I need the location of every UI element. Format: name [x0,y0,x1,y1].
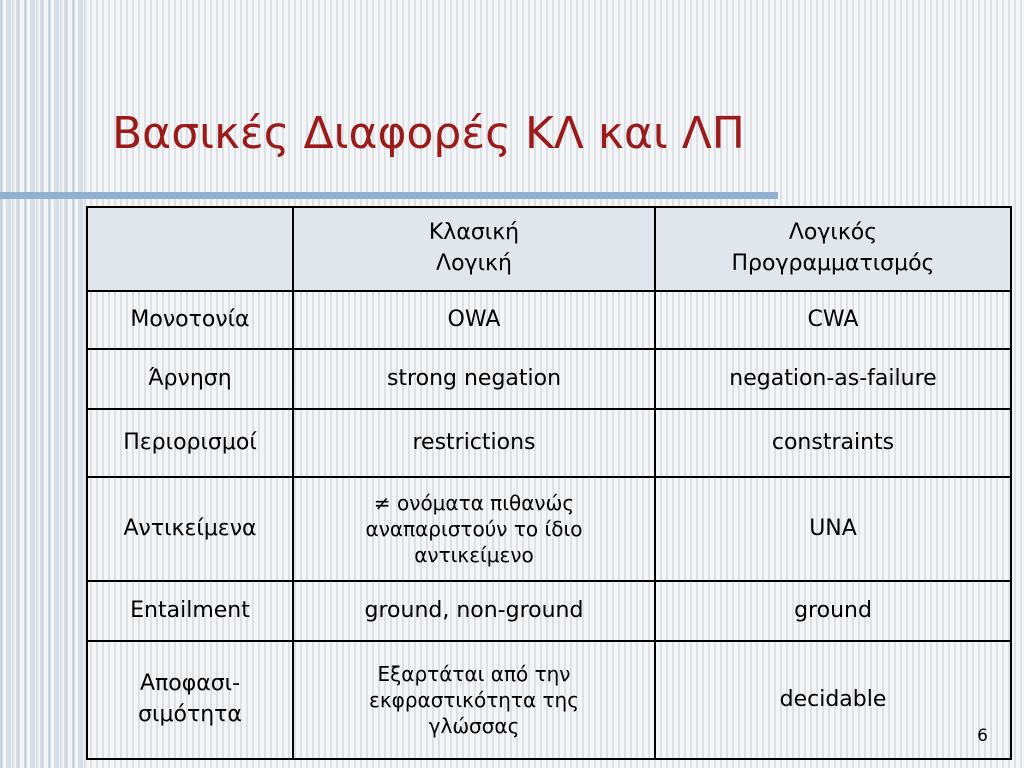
comparison-table [86,206,1012,760]
cell-classical: strong negation [293,349,655,409]
table-row [87,641,1011,759]
cell-lp: ground [655,581,1011,641]
table-row [87,349,1011,409]
table-row [87,581,1011,641]
row-label: Μονοτονία [87,291,293,349]
row-label: Entailment [87,581,293,641]
cell-classical: OWA [293,291,655,349]
slide-title: Βασικές Διαφορές ΚΛ και ΛΠ [112,108,745,159]
cell-classical: ground, non-ground [293,581,655,641]
page-number: 6 [977,726,988,746]
header-classical-logic: Κλασική Λογική [293,207,655,291]
decorative-left-strip [0,0,86,768]
table-row [87,409,1011,477]
cell-lp: decidable [655,641,1011,759]
header-logic-programming: Λογικός Προγραμματισμός [655,207,1011,291]
cell-lp: UNA [655,477,1011,581]
row-label: Αποφασι- σιμότητα [87,641,293,759]
cell-classical: restrictions [293,409,655,477]
cell-lp: negation-as-failure [655,349,1011,409]
table-row [87,291,1011,349]
header-empty-cell [87,207,293,291]
title-underline [0,192,778,199]
row-label: Περιορισμοί [87,409,293,477]
cell-classical: ≠ ονόματα πιθανώς αναπαριστούν το ίδιο αντικείμενο [293,477,655,581]
cell-lp: constraints [655,409,1011,477]
table-header-row [87,207,1011,291]
table-row [87,477,1011,581]
cell-lp: CWA [655,291,1011,349]
row-label: Αντικείμενα [87,477,293,581]
row-label: Άρνηση [87,349,293,409]
cell-classical: Εξαρτάται από την εκφραστικότητα της γλώσσας [293,641,655,759]
